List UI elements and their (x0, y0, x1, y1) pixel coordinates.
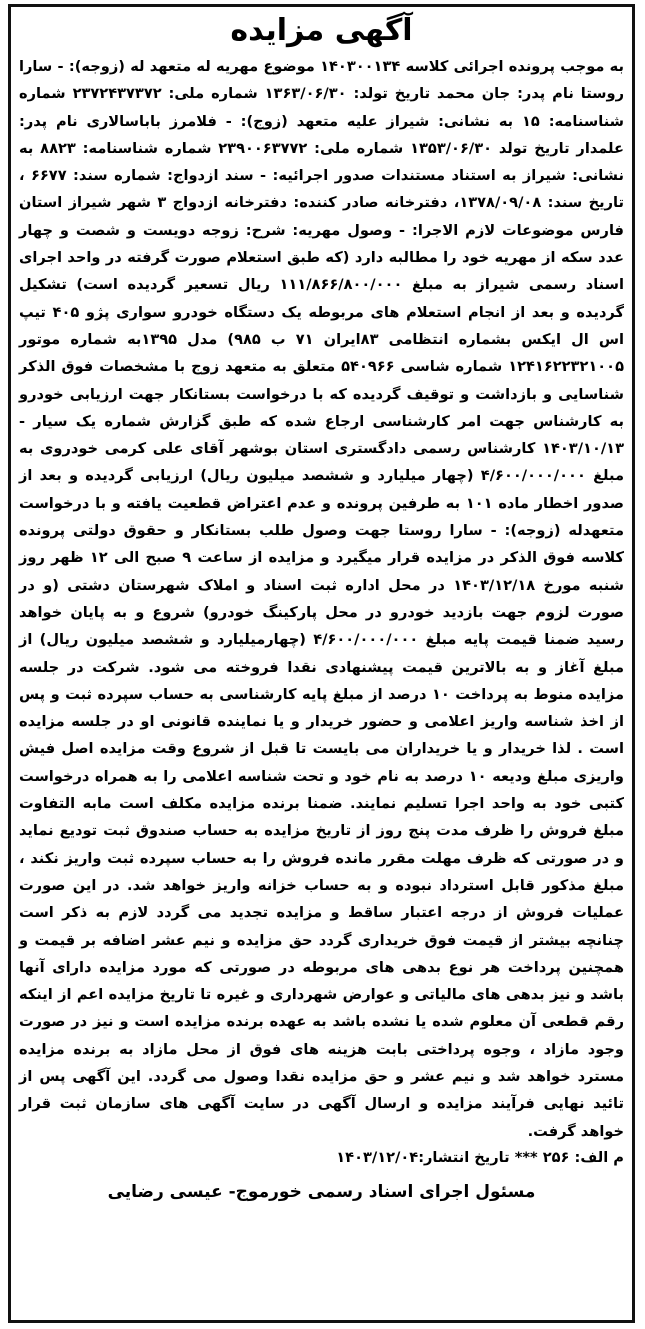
notice-frame (8, 4, 635, 1323)
notice-body: به موجب پرونده اجرائی کلاسه ۱۴۰۳۰۰۱۳۴ موضوع مهریه له متعهد له (زوجه): - سارا روستا نام پدر: جان محمد تاریخ تولد: ۱۳۶۳/۰۶/۳۰ شماره ملی: ۲۳۷۲۴۳۷۳۷۲ شماره شناسنامه: ۱۵ به نشانی: شیراز علیه متعهد (زوج): - فلامرز باباسالاری نام پدر: علمدار تاریخ تولد ۱۳۵۳/۰۶/۳۰ شماره ملی: ۲۳۹۰۰۶۳۷۷۲ شماره شناسنامه: ۸۸۲۳ به نشانی: شیراز به استناد مستندات صدور اجرائیه: - سند ازدواج: شماره سند: ۶۶۷۷ ، تاریخ سند: ۱۳۷۸/۰۹/۰۸، دفترخانه صادر کننده: دفترخانه ازدواج ۳ شهر شیراز استان فارس موضوعات لازم الاجرا: - وصول مهریه: شرح: زوجه دویست و شصت و چهار عدد سکه از مهریه خود را مطالبه دارد (که طبق استعلام صورت گرفته در واحد اجرای اسناد رسمی شیراز به مبلغ ۱۱۱/۸۶۶/۸۰۰/۰۰۰ ریال تسعیر گردیده است) تشکیل گردیده و بعد از انجام استعلام های مربوطه یک دستگاه خودرو سواری پژو ۴۰۵ تیپ اس ال ایکس بشماره انتظامی ۸۳ایران ۷۱ ب ۹۸۵) مدل ۱۳۹۵به شماره موتور ۱۲۴۱۶۲۲۳۲۱۰۰۵ شماره شاسی ۵۴۰۹۶۶ متعلق به متعهد زوج با مشخصات فوق الذکر شناسایی و بازداشت و توقیف گردیده که با درخواست بستانکار جهت ارزیابی خودرو به کارشناس جهت امر کارشناسی ارجاع شده که طبق گزارش شماره یک سیار - ۱۴۰۳/۱۰/۱۳ کارشناس رسمی دادگستری استان بوشهر آقای علی کرمی خودروی به مبلغ ۴/۶۰۰/۰۰۰/۰۰۰ (چهار میلیارد و ششصد میلیون ریال) ارزیابی گردیده و بعد از صدور اخطار ماده ۱۰۱ به طرفین پرونده و عدم اعتراض قطعیت یافته و با درخواست متعهدله (زوجه): - سارا روستا جهت وصول طلب بستانکار و حقوق دولتی پرونده کلاسه فوق الذکر در مزایده قرار میگیرد و مزایده از ساعت ۹ صبح الی ۱۲ ظهر روز شنبه مورخ ۱۴۰۳/۱۲/۱۸ در محل اداره ثبت اسناد و املاک شهرستان دشتی (و در صورت لزوم جهت بازدید خودرو در محل پارکینگ خودرو) شروع و به پایان خواهد رسید ضمنا قیمت پایه مبلغ ۴/۶۰۰/۰۰۰/۰۰۰ (چهارمیلیارد و ششصد میلیون ریال) از مبلغ آغاز و به بالاترین قیمت پیشنهادی نقدا فروخته می شود. شرکت در جلسه مزایده منوط به پرداخت ۱۰ درصد از مبلغ پایه کارشناسی به حساب سپرده ثبت و پس از اخذ شناسه واریز اعلامی و حضور خریدار و یا نماینده قانونی او در جلسه مزایده است . لذا خریدار و یا خریداران می بایست تا قبل از شروع وقت مزایده اصل فیش واریزی مبلغ ودیعه ۱۰ درصد به نام خود و تحت شناسه اعلامی را به همراه درخواست کتبی خود به واحد اجرا تسلیم نمایند. ضمنا برنده مزایده مکلف است مابه التفاوت مبلغ فروش را ظرف مدت پنج روز از تاریخ مزایده به حساب صندوق ثبت تودیع نماید و در صورتی که ظرف مهلت مقرر مانده فروش را به حساب سپرده ثبت واریز نکند ، مبلغ مذکور قابل استرداد نبوده و به حساب خزانه واریز خواهد شد. در این صورت عملیات فروش از درجه اعتبار ساقط و مزایده تجدید می گردد لازم به ذکر است چنانچه بیشتر از قیمت فوق خریداری گردد حق مزایده و نیم عشر اضافه بر قیمت و همچنین پرداخت هر نوع بدهی های مربوطه در صورتی که مورد مزایده دارای آنها باشد و نیز بدهی های مالیاتی و عوارض شهرداری و غیره تا تاریخ مزایده اعم از اینکه رقم قطعی آن معلوم شده یا نشده باشد به عهده برنده مزایده است و نیز در صورت وجود مازاد ، وجوه پرداختی بابت هزینه های فوق از محل مازاد به برنده مزایده مسترد خواهد شد و نیم عشر و حق مزایده نقدا وصول می گردد. این آگهی پس از تائید نهایی فرآیند مزایده و ارسال آگهی در سایت آگهی های سازمان ثبت قرار خواهد گرفت. (19, 58, 625, 1140)
notice-title: آگهی مزایده (230, 13, 413, 48)
reference-line: م الف: ۲۵۶ *** تاریخ انتشار:۱۴۰۳/۱۲/۰۴ (336, 1148, 624, 1166)
signature-line: مسئول اجرای اسناد رسمی خورموج- عیسی رضایی (107, 1181, 536, 1202)
